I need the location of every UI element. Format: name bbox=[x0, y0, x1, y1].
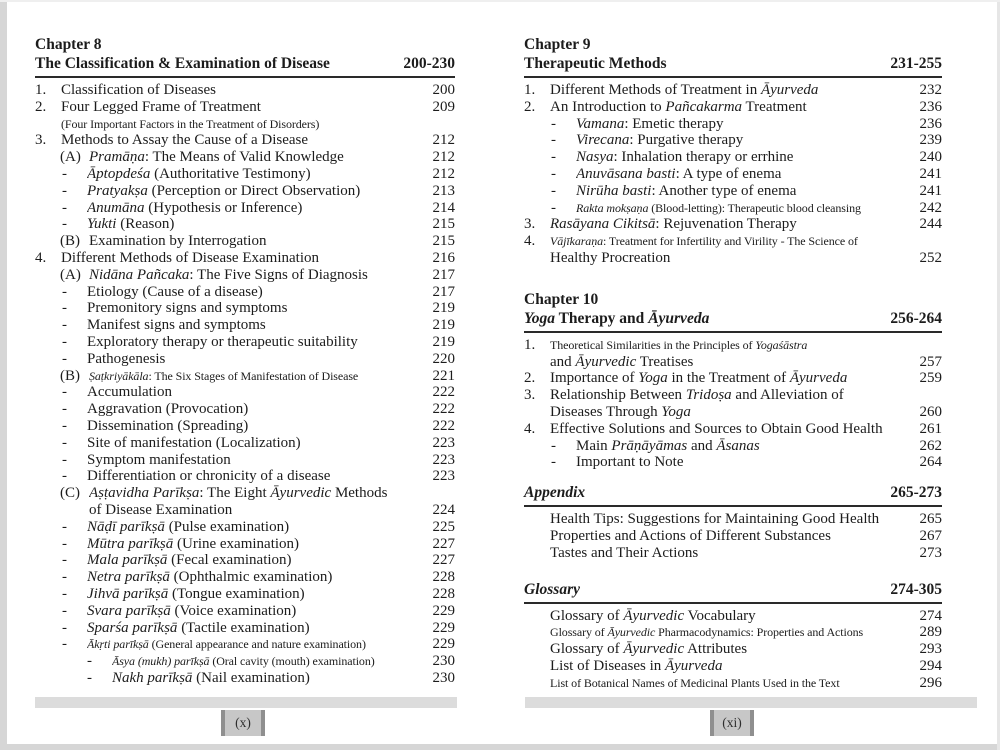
row-text: Pathogenesis bbox=[87, 350, 166, 367]
toc-row bbox=[35, 636, 455, 653]
row-text: Rakta mokṣaṇa (Blood-letting): Therapeutic blood cleansing bbox=[576, 200, 861, 215]
toc-row bbox=[524, 166, 942, 183]
row-page-number: 293 bbox=[919, 641, 942, 658]
toc-row bbox=[524, 370, 942, 387]
row-page-number: 223 bbox=[432, 434, 455, 451]
row-page-number: 212 bbox=[432, 165, 455, 182]
row-text: Different Methods of Treatment in Āyurveda bbox=[550, 82, 819, 98]
section-title-row bbox=[524, 54, 942, 73]
toc-row bbox=[35, 452, 455, 469]
toc-row bbox=[524, 233, 942, 250]
row-text: Glossary of Āyurvedic Pharmacodynamics: Properties and Actions bbox=[550, 625, 864, 640]
row-text: Rasāyana Cikitsā: Rejuvenation Therapy bbox=[550, 216, 797, 233]
toc-row bbox=[35, 233, 455, 250]
row-marker: - bbox=[62, 182, 67, 199]
toc-row bbox=[35, 334, 455, 351]
row-page-number: 216 bbox=[432, 249, 455, 266]
row-page-number: 259 bbox=[919, 370, 942, 387]
toc-row bbox=[35, 653, 455, 670]
toc-row bbox=[35, 569, 455, 586]
row-page-number: 221 bbox=[432, 367, 455, 384]
row-text: Main Prāṇāyāmas and Āsanas bbox=[576, 437, 760, 454]
toc-row bbox=[524, 116, 942, 133]
toc-section bbox=[524, 36, 942, 267]
row-page-number: 227 bbox=[432, 552, 455, 569]
row-text: Netra parīkṣā (Ophthalmic examination) bbox=[87, 569, 333, 586]
row-page-number: 217 bbox=[432, 266, 455, 283]
row-marker: - bbox=[62, 333, 67, 350]
row-marker: - bbox=[62, 317, 67, 334]
row-page-number: 219 bbox=[432, 300, 455, 317]
row-page-number: 212 bbox=[432, 149, 455, 166]
row-marker: - bbox=[62, 468, 67, 485]
toc-row bbox=[35, 552, 455, 569]
section-heading bbox=[524, 291, 942, 333]
row-marker: - bbox=[62, 636, 67, 653]
row-text: Manifest signs and symptoms bbox=[87, 317, 266, 334]
toc-section bbox=[524, 291, 942, 471]
toc-row bbox=[524, 528, 942, 545]
section-page-range: 200-230 bbox=[403, 55, 455, 72]
row-text: Nirūha basti: Another type of enema bbox=[576, 182, 797, 199]
row-text: Health Tips: Suggestions for Maintaining Good Health bbox=[550, 511, 880, 528]
row-text: Effective Solutions and Sources to Obtain Good Health bbox=[550, 420, 883, 437]
row-marker: - bbox=[62, 585, 67, 602]
toc-row bbox=[524, 149, 942, 166]
row-marker: 2. bbox=[524, 370, 536, 387]
row-marker: 2. bbox=[524, 98, 536, 115]
toc-row bbox=[35, 116, 455, 133]
row-page-number: 236 bbox=[919, 115, 942, 132]
row-page-number: 230 bbox=[432, 669, 455, 686]
row-page-number: 229 bbox=[432, 602, 455, 619]
row-text: Examination by Interrogation bbox=[89, 233, 267, 250]
row-text: Sparśa parīkṣā (Tactile examination) bbox=[87, 619, 310, 636]
toc-row bbox=[35, 502, 455, 519]
row-text: List of Diseases in Āyurveda bbox=[550, 657, 723, 674]
row-text: Vamana: Emetic therapy bbox=[576, 115, 724, 132]
row-page-number: 265 bbox=[919, 511, 942, 528]
row-page-number: 242 bbox=[919, 199, 942, 216]
row-text: Nāḍī parīkṣā (Pulse examination) bbox=[87, 518, 290, 535]
row-text: Ākṛti parīkṣā (General appearance and nature examination) bbox=[87, 637, 366, 652]
toc-row bbox=[35, 603, 455, 620]
row-text: Diseases Through Yoga bbox=[550, 403, 691, 420]
row-marker: - bbox=[62, 434, 67, 451]
toc-row bbox=[35, 586, 455, 603]
row-text: Jihvā parīkṣā (Tongue examination) bbox=[87, 585, 305, 602]
row-text: Anumāna (Hypothesis or Inference) bbox=[87, 199, 303, 216]
row-marker: 4. bbox=[524, 233, 536, 250]
toc-row bbox=[524, 354, 942, 371]
row-text: Pratyakṣa (Perception or Direct Observation) bbox=[87, 182, 361, 199]
row-page-number: 220 bbox=[432, 350, 455, 367]
row-text: Pramāṇa: The Means of Valid Knowledge bbox=[89, 149, 344, 166]
row-text: Glossary of Āyurvedic Attributes bbox=[550, 641, 748, 658]
row-text: List of Botanical Names of Medicinal Plants Used in the Text bbox=[550, 675, 840, 690]
row-text: Nidāna Pañcaka: The Five Signs of Diagnosis bbox=[89, 266, 368, 283]
scan-edge-bottom bbox=[0, 744, 1000, 750]
row-text: Important to Note bbox=[576, 454, 684, 471]
row-page-number: 213 bbox=[432, 182, 455, 199]
row-page-number: 214 bbox=[432, 199, 455, 216]
section-page-range: 256-264 bbox=[890, 309, 942, 327]
row-page-number: 274 bbox=[919, 607, 942, 624]
row-marker: - bbox=[62, 384, 67, 401]
row-text: Methods to Assay the Cause of a Disease bbox=[61, 132, 309, 149]
toc-row bbox=[35, 418, 455, 435]
row-page-number: 262 bbox=[919, 437, 942, 454]
row-page-number: 209 bbox=[432, 98, 455, 115]
toc-row bbox=[524, 216, 942, 233]
toc-row bbox=[35, 300, 455, 317]
row-page-number: 222 bbox=[432, 401, 455, 418]
row-marker: (A) bbox=[60, 149, 81, 166]
row-text: Glossary of Āyurvedic Vocabulary bbox=[550, 607, 756, 624]
toc-row bbox=[35, 670, 455, 687]
row-marker: (A) bbox=[60, 266, 81, 283]
toc-row bbox=[35, 82, 455, 99]
row-marker: 3. bbox=[524, 387, 536, 404]
section-heading bbox=[524, 483, 942, 507]
row-page-number: 219 bbox=[432, 333, 455, 350]
toc-row bbox=[35, 519, 455, 536]
row-text: Symptom manifestation bbox=[87, 451, 231, 468]
page-number-label: (x) bbox=[235, 715, 251, 730]
toc-column-right bbox=[524, 36, 942, 692]
row-text: Dissemination (Spreading) bbox=[87, 417, 249, 434]
row-marker: - bbox=[62, 350, 67, 367]
toc-row bbox=[524, 132, 942, 149]
row-marker: - bbox=[62, 417, 67, 434]
row-page-number: 267 bbox=[919, 527, 942, 544]
row-text: Healthy Procreation bbox=[550, 249, 671, 266]
row-page-number: 230 bbox=[432, 653, 455, 670]
row-text: Tastes and Their Actions bbox=[550, 544, 699, 561]
toc-row bbox=[524, 387, 942, 404]
row-text: Exploratory therapy or therapeutic suitability bbox=[87, 333, 358, 350]
toc-row bbox=[524, 337, 942, 354]
row-page-number: 228 bbox=[432, 569, 455, 586]
toc-row bbox=[524, 183, 942, 200]
row-page-number: 239 bbox=[919, 132, 942, 149]
row-page-number: 240 bbox=[919, 149, 942, 166]
toc-row bbox=[35, 620, 455, 637]
toc-row bbox=[35, 183, 455, 200]
section-title: Glossary bbox=[524, 580, 580, 598]
chapter-label: Chapter 10 bbox=[524, 290, 599, 308]
row-text: An Introduction to Pañcakarma Treatment bbox=[550, 98, 807, 115]
row-page-number: 228 bbox=[432, 585, 455, 602]
section-title: Therapeutic Methods bbox=[524, 55, 667, 72]
row-text: of Disease Examination bbox=[89, 501, 233, 518]
chapter-label: Chapter 9 bbox=[524, 36, 591, 53]
toc-row bbox=[524, 200, 942, 217]
row-text: Four Legged Frame of Treatment bbox=[61, 98, 261, 115]
row-page-number: 264 bbox=[919, 454, 942, 471]
row-marker: 1. bbox=[35, 82, 47, 98]
row-page-number: 212 bbox=[432, 132, 455, 149]
chapter-label: Chapter 8 bbox=[35, 36, 102, 53]
toc-row bbox=[524, 641, 942, 658]
row-text: Āsya (mukh) parīkṣā (Oral cavity (mouth) examination) bbox=[112, 654, 375, 669]
row-marker: 1. bbox=[524, 82, 536, 98]
toc-row bbox=[524, 511, 942, 528]
row-text: Differentiation or chronicity of a disease bbox=[87, 468, 331, 485]
row-marker: - bbox=[62, 552, 67, 569]
page-number-footer-right bbox=[710, 710, 754, 736]
toc-row bbox=[35, 250, 455, 267]
row-page-number: 215 bbox=[432, 233, 455, 250]
row-page-number: 215 bbox=[432, 216, 455, 233]
toc-section bbox=[35, 36, 455, 687]
toc-section bbox=[524, 483, 942, 561]
row-page-number: 273 bbox=[919, 544, 942, 561]
row-marker: - bbox=[62, 300, 67, 317]
section-title-row bbox=[524, 483, 942, 502]
toc-row bbox=[35, 99, 455, 116]
toc-row bbox=[524, 404, 942, 421]
toc-row bbox=[35, 485, 455, 502]
toc-row bbox=[524, 250, 942, 267]
row-page-number: 294 bbox=[919, 657, 942, 674]
row-text: Vājīkaraṇa: Treatment for Infertility and Virility - The Science of bbox=[550, 234, 858, 249]
toc-row bbox=[35, 368, 455, 385]
row-page-number: 222 bbox=[432, 384, 455, 401]
page-number-footer-left bbox=[221, 710, 265, 736]
row-text: Theoretical Similarities in the Principles of Yogaśāstra bbox=[550, 337, 808, 352]
toc-row bbox=[35, 284, 455, 301]
row-page-number: 244 bbox=[919, 216, 942, 233]
section-page-range: 274-305 bbox=[890, 580, 942, 598]
toc-section bbox=[524, 580, 942, 692]
page-number-label: (xi) bbox=[722, 715, 742, 730]
row-page-number: 261 bbox=[919, 420, 942, 437]
row-text: Virecana: Purgative therapy bbox=[576, 132, 744, 149]
row-text: and Āyurvedic Treatises bbox=[550, 353, 694, 370]
row-page-number: 241 bbox=[919, 182, 942, 199]
row-page-number: 229 bbox=[432, 619, 455, 636]
section-title: Yoga Therapy and Āyurveda bbox=[524, 309, 710, 327]
toc-row bbox=[524, 454, 942, 471]
row-marker: - bbox=[62, 619, 67, 636]
row-page-number: 252 bbox=[919, 249, 942, 266]
row-marker: 3. bbox=[524, 216, 536, 233]
toc-row bbox=[35, 384, 455, 401]
row-marker: - bbox=[87, 669, 92, 686]
row-page-number: 241 bbox=[919, 165, 942, 182]
row-marker: - bbox=[62, 216, 67, 233]
row-marker: (B) bbox=[60, 233, 80, 250]
row-marker: - bbox=[551, 165, 556, 182]
row-page-number: 224 bbox=[432, 501, 455, 518]
row-page-number: 219 bbox=[432, 317, 455, 334]
row-page-number: 296 bbox=[919, 674, 942, 691]
toc-row bbox=[524, 624, 942, 641]
row-marker: (B) bbox=[60, 367, 80, 384]
toc-row bbox=[35, 435, 455, 452]
section-title: Appendix bbox=[524, 484, 586, 502]
row-marker: - bbox=[551, 437, 556, 454]
toc-row bbox=[35, 149, 455, 166]
toc-row bbox=[35, 401, 455, 418]
row-marker: 4. bbox=[524, 420, 536, 437]
row-page-number: 236 bbox=[919, 98, 942, 115]
row-text: Ṣaṭkriyākāla: The Six Stages of Manifestation of Disease bbox=[89, 368, 359, 383]
toc-row bbox=[35, 216, 455, 233]
row-text: Nasya: Inhalation therapy or errhine bbox=[576, 149, 794, 166]
toc-row bbox=[524, 658, 942, 675]
toc-row bbox=[524, 421, 942, 438]
row-marker: - bbox=[551, 182, 556, 199]
section-heading bbox=[524, 36, 942, 78]
section-title-row bbox=[524, 309, 942, 328]
row-marker: - bbox=[62, 451, 67, 468]
row-page-number: 257 bbox=[919, 353, 942, 370]
toc-row bbox=[35, 468, 455, 485]
row-page-number: 223 bbox=[432, 468, 455, 485]
row-page-number: 225 bbox=[432, 518, 455, 535]
row-marker: - bbox=[62, 518, 67, 535]
toc-row bbox=[524, 82, 942, 99]
row-text: Accumulation bbox=[87, 384, 172, 401]
section-page-range: 265-273 bbox=[890, 484, 942, 502]
row-marker: - bbox=[62, 602, 67, 619]
section-heading bbox=[35, 36, 455, 78]
toc-row bbox=[35, 132, 455, 149]
row-text: Aṣṭavidha Parīkṣa: The Eight Āyurvedic Methods bbox=[89, 485, 388, 502]
row-page-number: 229 bbox=[432, 636, 455, 653]
row-marker: - bbox=[62, 165, 67, 182]
row-marker: - bbox=[551, 454, 556, 471]
toc-row bbox=[35, 166, 455, 183]
scan-edge-top bbox=[0, 0, 1000, 2]
row-page-number: 260 bbox=[919, 403, 942, 420]
row-text: Nakh parīkṣā (Nail examination) bbox=[112, 669, 310, 686]
toc-row bbox=[35, 317, 455, 334]
row-marker: 1. bbox=[524, 336, 536, 353]
toc-row bbox=[35, 351, 455, 368]
section-page-range: 231-255 bbox=[890, 55, 942, 72]
row-text: Aggravation (Provocation) bbox=[87, 401, 249, 418]
toc-row bbox=[35, 267, 455, 284]
row-text: Anuvāsana basti: A type of enema bbox=[576, 165, 782, 182]
row-text: Mala parīkṣā (Fecal examination) bbox=[87, 552, 292, 569]
row-text: Relationship Between Tridoṣa and Alleviation of bbox=[550, 387, 844, 404]
toc-row bbox=[524, 608, 942, 625]
row-page-number: 223 bbox=[432, 451, 455, 468]
row-page-number: 222 bbox=[432, 417, 455, 434]
toc-column-left bbox=[35, 36, 455, 687]
row-text: Āptopdeśa (Authoritative Testimony) bbox=[87, 165, 311, 182]
toc-row bbox=[524, 675, 942, 692]
row-text: Different Methods of Disease Examination bbox=[61, 249, 319, 266]
toc-row bbox=[35, 200, 455, 217]
row-page-number: 200 bbox=[432, 82, 455, 98]
row-marker: - bbox=[551, 199, 556, 216]
row-marker: - bbox=[62, 401, 67, 418]
row-text: Mūtra parīkṣā (Urine examination) bbox=[87, 535, 300, 552]
row-marker: - bbox=[551, 115, 556, 132]
row-text: (Four Important Factors in the Treatment of Disorders) bbox=[61, 116, 320, 131]
row-text: Importance of Yoga in the Treatment of Āyurveda bbox=[550, 370, 848, 387]
section-title-row bbox=[35, 54, 455, 73]
row-marker: 2. bbox=[35, 98, 47, 115]
row-marker: - bbox=[87, 653, 92, 670]
row-text: Svara parīkṣā (Voice examination) bbox=[87, 602, 297, 619]
row-marker: - bbox=[62, 199, 67, 216]
toc-row bbox=[524, 99, 942, 116]
row-marker: - bbox=[62, 283, 67, 300]
toc-row bbox=[524, 438, 942, 455]
row-text: Properties and Actions of Different Substances bbox=[550, 527, 831, 544]
row-marker: - bbox=[551, 132, 556, 149]
row-text: Site of manifestation (Localization) bbox=[87, 434, 301, 451]
row-marker: 4. bbox=[35, 249, 47, 266]
row-text: Premonitory signs and symptoms bbox=[87, 300, 288, 317]
row-marker: 3. bbox=[35, 132, 47, 149]
row-page-number: 232 bbox=[919, 82, 942, 98]
section-title-row bbox=[524, 580, 942, 599]
toc-row bbox=[524, 545, 942, 562]
row-marker: - bbox=[62, 535, 67, 552]
scan-edge-left bbox=[0, 0, 7, 750]
row-text: Etiology (Cause of a disease) bbox=[87, 283, 263, 300]
row-text: Yukti (Reason) bbox=[87, 216, 175, 233]
row-text: Classification of Diseases bbox=[61, 82, 216, 98]
section-heading bbox=[524, 580, 942, 604]
row-page-number: 227 bbox=[432, 535, 455, 552]
scan-shadow-right bbox=[525, 697, 977, 708]
scan-shadow-left bbox=[35, 697, 457, 708]
row-marker: (C) bbox=[60, 485, 80, 502]
toc-row bbox=[35, 536, 455, 553]
row-page-number: 217 bbox=[432, 283, 455, 300]
row-marker: - bbox=[62, 569, 67, 586]
row-page-number: 289 bbox=[919, 624, 942, 641]
section-title: The Classification & Examination of Disease bbox=[35, 55, 330, 72]
row-marker: - bbox=[551, 149, 556, 166]
